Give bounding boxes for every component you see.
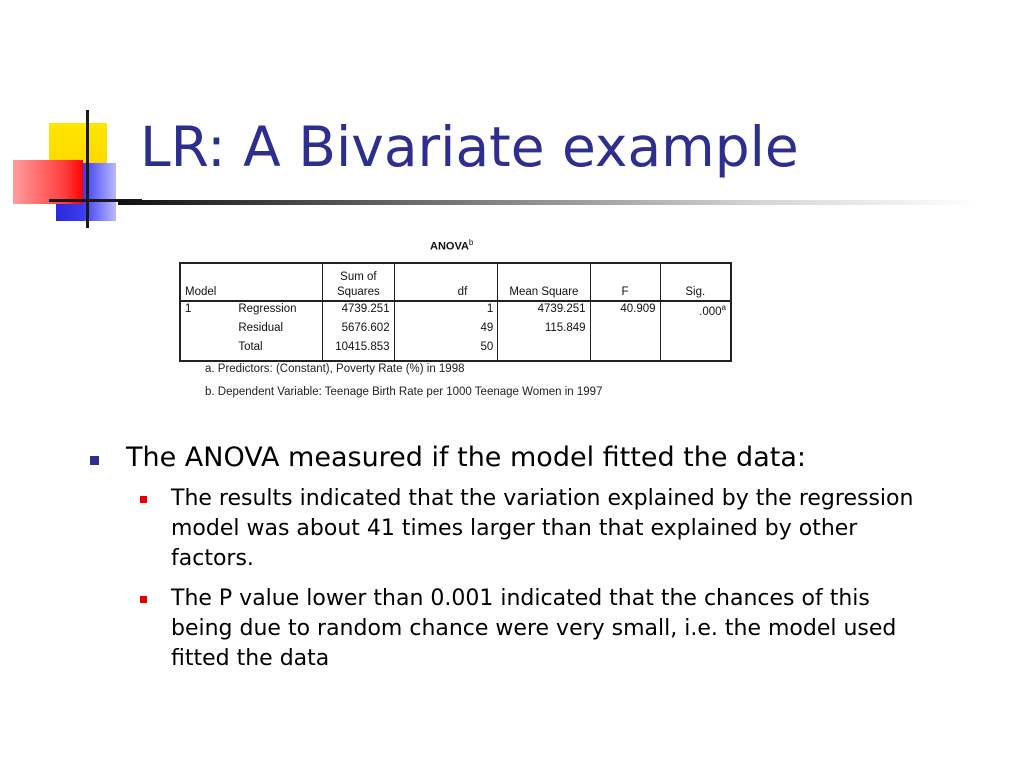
bullet-level2-text: The P value lower than 0.001 indicated that the chances of this being due to random chance were very small, i.e. the model used fitted the data: [171, 586, 897, 671]
header-term: [234, 263, 322, 301]
bullet-level2: [140, 584, 930, 674]
cell-mean-square: 115.849: [498, 322, 590, 341]
table-row: [180, 322, 731, 341]
header-sum-of-squares: [323, 263, 394, 301]
cell-f: 40.909: [590, 301, 660, 322]
cell-f: [590, 322, 660, 341]
header-sum-of-squares-line2: Squares: [336, 286, 380, 298]
anova-table: [179, 262, 732, 362]
footnote-a: a. Predictors: (Constant), Poverty Rate (%) in 1998: [205, 363, 465, 375]
cell-sig-superscript: a: [721, 303, 726, 312]
footnote-b: b. Dependent Variable: Teenage Birth Rate per 1000 Teenage Women in 1997: [205, 386, 603, 398]
header-sig: Sig.: [660, 263, 731, 301]
table-row: [180, 301, 731, 322]
cell-mean-square: [498, 341, 590, 361]
cell-sum-of-squares: 10415.853: [323, 341, 394, 361]
cell-term: Total: [238, 341, 263, 353]
anova-caption-superscript: b: [468, 238, 474, 247]
cell-sum-of-squares: 4739.251: [323, 301, 394, 322]
cell-sig-value: .000: [699, 305, 722, 318]
header-mean-square: Mean Square: [498, 263, 590, 301]
header-model: Model: [180, 263, 234, 301]
square-bullet-icon: [140, 496, 147, 503]
anova-header-row: [180, 263, 731, 301]
cell-sum-of-squares: 5676.602: [323, 322, 394, 341]
cell-term: Residual: [238, 322, 284, 334]
decorative-vertical-line: [86, 110, 89, 228]
cell-mean-square: 4739.251: [498, 301, 590, 322]
cell-term: Regression: [238, 303, 297, 315]
anova-caption: [430, 238, 473, 253]
title-underline-rule: [118, 200, 978, 205]
square-bullet-icon: [90, 456, 99, 465]
bullet-level2: [140, 484, 930, 574]
table-row: [180, 341, 731, 361]
cell-df: 50: [394, 341, 498, 361]
decorative-red-bar: [13, 160, 83, 204]
cell-model: [180, 341, 234, 361]
anova-caption-text: ANOVA: [430, 240, 469, 253]
cell-sig: [660, 301, 731, 322]
cell-model: 1: [185, 303, 192, 315]
cell-df: 49: [394, 322, 498, 341]
cell-df: 1: [394, 301, 498, 322]
cell-sig: [660, 322, 731, 341]
square-bullet-icon: [140, 596, 147, 603]
header-f: F: [590, 263, 660, 301]
cell-model: [180, 322, 234, 341]
bullet-level2-text: The results indicated that the variation explained by the regression model was about 41 times larger than that explained by other factors.: [171, 486, 914, 571]
header-sum-of-squares-line1: Sum of: [340, 271, 377, 283]
header-df: df: [394, 263, 498, 301]
slide-title: LR: A Bivariate example: [140, 115, 799, 179]
cell-f: [590, 341, 660, 361]
cell-sig: [660, 341, 731, 361]
bullet-level1-text: The ANOVA measured if the model fitted the data:: [126, 442, 806, 473]
